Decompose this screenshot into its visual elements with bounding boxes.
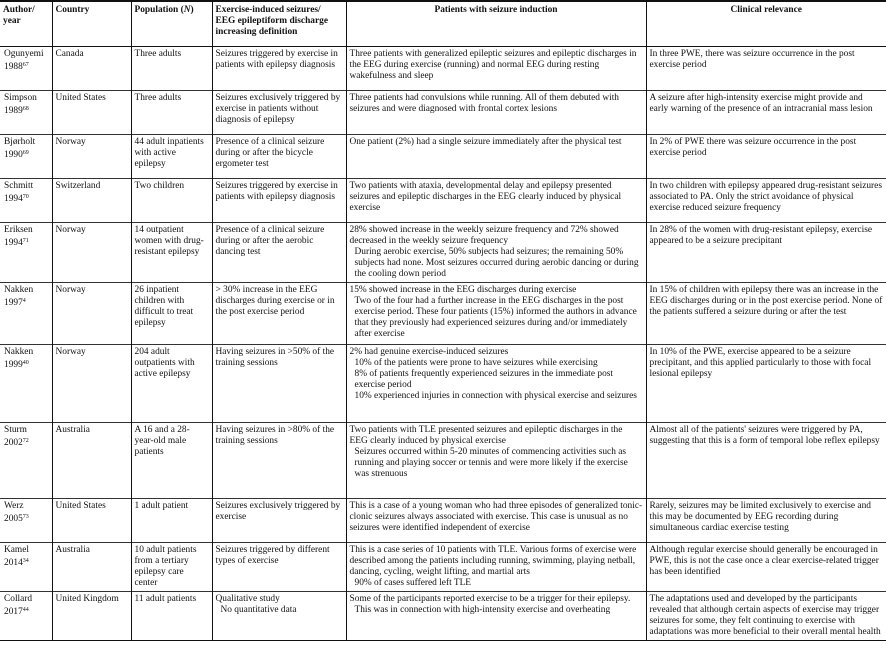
author-year-text: Simpson 1989 bbox=[4, 92, 37, 116]
cell-country: United States bbox=[52, 498, 131, 542]
induction-paragraph: Two of the four had a further increase in the EEG discharges in the post exercise period. These four patients (15%) informed the authors in advance that they previously had experienced seizures during and/or immediately after exercise bbox=[354, 295, 637, 339]
cell-author-year bbox=[0, 134, 52, 178]
reference-number: 72 bbox=[22, 437, 29, 444]
cell-population: 11 adult patients bbox=[131, 591, 212, 640]
induction-paragraph: 2% had genuine exercise-induced seizures bbox=[349, 346, 509, 357]
table-row bbox=[0, 178, 886, 222]
header-country: Country bbox=[52, 1, 131, 46]
cell-population: Two children bbox=[131, 178, 212, 222]
cell-clinical-relevance: The adaptations used and developed by the participants revealed that although certain aspects of exercise may trigger seizures for some, they felt continuing to exercise with adaptations was more beneficial to their overall mental health bbox=[646, 591, 886, 640]
table-row bbox=[0, 542, 886, 591]
cell-seizure-induction bbox=[346, 90, 646, 134]
reference-number: 73 bbox=[22, 513, 29, 520]
cell-definition bbox=[212, 282, 346, 344]
cell-author-year bbox=[0, 222, 52, 282]
cell-clinical-relevance: In two children with epilepsy appeared drug-resistant seizures associated to PA. Only the strict avoidance of physical exercise reduced seizure frequency bbox=[646, 178, 886, 222]
induction-paragraph: Two patients with ataxia, developmental delay and epilepsy presented seizures and epileptic discharges in the EEG clearly induced by physical exercise bbox=[349, 180, 622, 213]
author-year-text: Werz 2005 bbox=[4, 500, 24, 524]
induction-paragraph: Seizures occurred within 5-20 minutes of commencing activities such as running and playing soccer or tennis and were more likely if the exercise was strenuous bbox=[354, 446, 628, 479]
header-population: Population (N) bbox=[131, 1, 212, 46]
cell-definition bbox=[212, 591, 346, 640]
cell-population: 14 outpatient women with drug-resistant epilepsy bbox=[131, 222, 212, 282]
definition-text: Presence of a clinical seizure during or after the bicycle ergometer test bbox=[215, 136, 325, 169]
definition-extra-text: No quantitative data bbox=[220, 604, 297, 615]
definition-text: Seizures triggered by exercise in patients with epilepsy diagnosis bbox=[215, 180, 338, 202]
definition-text: Having seizures in >80% of the training sessions bbox=[215, 424, 335, 446]
induction-paragraph: Two patients with TLE presented seizures and epileptic discharges in the EEG clearly induced by physical exercise bbox=[349, 424, 623, 446]
cell-country: Canada bbox=[52, 46, 131, 90]
cell-seizure-induction bbox=[346, 46, 646, 90]
table-row bbox=[0, 222, 886, 282]
definition-text: Seizures exclusively triggered by exercise in patients without diagnosis of epilepsy bbox=[215, 92, 341, 125]
induction-paragraph: 28% showed increase in the weekly seizure frequency and 72% showed decreased in the weekly seizure frequency bbox=[349, 224, 619, 246]
author-year-text: Nakken 1999 bbox=[4, 346, 34, 370]
induction-paragraph: During aerobic exercise, 50% subjects had seizures; the remaining 50% subjects had none. Most seizures occurred during aerobic dancing or during the cooling down period bbox=[354, 246, 639, 279]
cell-population: Three adults bbox=[131, 90, 212, 134]
cell-seizure-induction bbox=[346, 591, 646, 640]
cell-seizure-induction bbox=[346, 344, 646, 422]
author-year-text: Eriksen 1994 bbox=[4, 224, 33, 248]
reference-number: 40 bbox=[22, 359, 29, 366]
cell-clinical-relevance: In 15% of children with epilepsy there was an increase in the EEG discharges during or in the post exercise period. None of the patients suffered a seizure during or after the test bbox=[646, 282, 886, 344]
induction-paragraph: This is a case of a young woman who had three episodes of generalized tonic-clonic seizures always associated with exercise. This case is unusual as no seizures were identified independent of exercise bbox=[349, 500, 643, 533]
cell-seizure-induction bbox=[346, 498, 646, 542]
induction-paragraph: This is a case series of 10 patients with TLE. Various forms of exercise were described among the patients including running, swimming, playing netball, dancing, cycling, weight lifting, and martial arts bbox=[349, 544, 637, 577]
induction-paragraph: 8% of patients frequently experienced seizures in the immediate post exercise period bbox=[354, 368, 614, 390]
definition-text: Seizures exclusively triggered by exercise bbox=[215, 500, 341, 522]
header-row bbox=[0, 1, 886, 46]
cell-population: A 16 and a 28-year-old male patients bbox=[131, 422, 212, 498]
reference-number: 71 bbox=[22, 237, 29, 244]
cell-definition bbox=[212, 222, 346, 282]
cell-country: Norway bbox=[52, 222, 131, 282]
author-year-text: Collard 2017 bbox=[4, 593, 33, 617]
cell-author-year bbox=[0, 498, 52, 542]
induction-paragraph: 10% experienced injuries in connection with physical exercise and seizures bbox=[354, 390, 637, 401]
cell-population: Three adults bbox=[131, 46, 212, 90]
cell-country: Norway bbox=[52, 344, 131, 422]
definition-text: Presence of a clinical seizure during or after the aerobic dancing test bbox=[215, 224, 325, 257]
cell-clinical-relevance: Although regular exercise should generally be encouraged in PWE, this is not the case once a clear exercise-related trigger has been identified bbox=[646, 542, 886, 591]
definition-text: > 30% increase in the EEG discharges during exercise or in the post exercise period bbox=[215, 284, 335, 317]
author-year-text: Schmitt 1994 bbox=[4, 180, 34, 204]
cell-clinical-relevance: Rarely, seizures may be limited exclusively to exercise and this may be documented by EEG recording during simultaneous cardiac exercise testing bbox=[646, 498, 886, 542]
cell-definition bbox=[212, 134, 346, 178]
reference-number: 67 bbox=[22, 61, 29, 68]
cell-country: Australia bbox=[52, 542, 131, 591]
cell-population: 204 adult outpatients with active epilepsy bbox=[131, 344, 212, 422]
author-year-text: Ogunyemi 1988 bbox=[4, 48, 44, 72]
cell-clinical-relevance: In three PWE, there was seizure occurrence in the post exercise period bbox=[646, 46, 886, 90]
cell-definition bbox=[212, 178, 346, 222]
header-author-year: Author/ year bbox=[0, 1, 52, 46]
cell-country: United States bbox=[52, 90, 131, 134]
definition-text: Qualitative study bbox=[215, 593, 280, 604]
cell-author-year bbox=[0, 422, 52, 498]
header-definition: Exercise-induced seizures/ EEG epileptiform discharge increasing definition bbox=[212, 1, 346, 46]
cell-population: 44 adult inpatients with active epilepsy bbox=[131, 134, 212, 178]
cell-seizure-induction bbox=[346, 282, 646, 344]
definition-text: Seizures triggered by exercise in patients with epilepsy diagnosis bbox=[215, 48, 338, 70]
cell-author-year bbox=[0, 591, 52, 640]
induction-paragraph: Some of the participants reported exercise to be a trigger for their epilepsy. bbox=[349, 593, 631, 604]
reference-number: 70 bbox=[22, 193, 29, 200]
header-seizure-induction: Patients with seizure induction bbox=[346, 1, 646, 46]
cell-country: Australia bbox=[52, 422, 131, 498]
table-row bbox=[0, 90, 886, 134]
header-clinical-relevance: Clinical relevance bbox=[646, 1, 886, 46]
cell-definition bbox=[212, 344, 346, 422]
cell-clinical-relevance: A seizure after high-intensity exercise might provide and early warning of the presence of an intracranial mass lesion bbox=[646, 90, 886, 134]
cell-seizure-induction bbox=[346, 422, 646, 498]
induction-paragraph: Three patients with generalized epileptic seizures and epileptic discharges in the EEG during exercise (running) and normal EEG during resting wakefulness and sleep bbox=[349, 48, 637, 81]
cell-clinical-relevance: In 28% of the women with drug-resistant epilepsy, exercise appeared to be a seizure precipitant bbox=[646, 222, 886, 282]
induction-paragraph: This was in connection with high-intensity exercise and overheating bbox=[354, 604, 611, 615]
table-row bbox=[0, 498, 886, 542]
cell-population: 10 adult patients from a tertiary epilepsy care center bbox=[131, 542, 212, 591]
table-row bbox=[0, 134, 886, 178]
author-year-text: Bjørholt 1990 bbox=[4, 136, 36, 160]
definition-text: Having seizures in >50% of the training sessions bbox=[215, 346, 335, 368]
induction-paragraph: 90% of cases suffered left TLE bbox=[354, 577, 472, 588]
induction-paragraph: One patient (2%) had a single seizure immediately after the physical test bbox=[349, 136, 622, 147]
table-row bbox=[0, 422, 886, 498]
cell-country: Switzerland bbox=[52, 178, 131, 222]
table-row bbox=[0, 344, 886, 422]
table-row bbox=[0, 46, 886, 90]
reference-number: 4 bbox=[22, 297, 26, 304]
reference-number: 44 bbox=[22, 606, 29, 613]
cell-clinical-relevance: In 10% of the PWE, exercise appeared to be a seizure precipitant, and this applied particularly to those with focal lesional epilepsy bbox=[646, 344, 886, 422]
author-year-text: Nakken 1997 bbox=[4, 284, 34, 308]
cell-definition bbox=[212, 498, 346, 542]
cell-author-year bbox=[0, 282, 52, 344]
cell-clinical-relevance: Almost all of the patients' seizures were triggered by PA, suggesting that this is a form of temporal lobe reflex epilepsy bbox=[646, 422, 886, 498]
cell-author-year bbox=[0, 542, 52, 591]
cell-seizure-induction bbox=[346, 134, 646, 178]
author-year-text: Kamel 2014 bbox=[4, 544, 29, 568]
reference-number: 68 bbox=[22, 105, 29, 112]
cell-country: Norway bbox=[52, 134, 131, 178]
cell-definition bbox=[212, 90, 346, 134]
induction-paragraph: 15% showed increase in the EEG discharges during exercise bbox=[349, 284, 577, 295]
cell-clinical-relevance: In 2% of PWE there was seizure occurrence in the post exercise period bbox=[646, 134, 886, 178]
table-body bbox=[0, 46, 886, 640]
cell-author-year bbox=[0, 46, 52, 90]
cell-definition bbox=[212, 542, 346, 591]
reference-number: 34 bbox=[22, 557, 29, 564]
cell-author-year bbox=[0, 178, 52, 222]
cell-definition bbox=[212, 46, 346, 90]
cell-population: 1 adult patient bbox=[131, 498, 212, 542]
induction-paragraph: 10% of the patients were prone to have seizures while exercising bbox=[354, 357, 598, 368]
cell-definition bbox=[212, 422, 346, 498]
table-row bbox=[0, 591, 886, 640]
cell-author-year bbox=[0, 90, 52, 134]
cell-seizure-induction bbox=[346, 542, 646, 591]
induction-paragraph: Three patients had convulsions while running. All of them debuted with seizures and were diagnosed with frontal cortex lesions bbox=[349, 92, 619, 114]
cell-seizure-induction bbox=[346, 222, 646, 282]
cell-country: Norway bbox=[52, 282, 131, 344]
definition-text: Seizures triggered by different types of exercise bbox=[215, 544, 330, 566]
cell-country: United Kingdom bbox=[52, 591, 131, 640]
table-row bbox=[0, 282, 886, 344]
table-header bbox=[0, 1, 886, 46]
reference-number: 69 bbox=[22, 149, 29, 156]
cell-population: 26 inpatient children with difficult to treat epilepsy bbox=[131, 282, 212, 344]
cell-seizure-induction bbox=[346, 178, 646, 222]
cell-author-year bbox=[0, 344, 52, 422]
author-year-text: Sturm 2002 bbox=[4, 424, 27, 448]
